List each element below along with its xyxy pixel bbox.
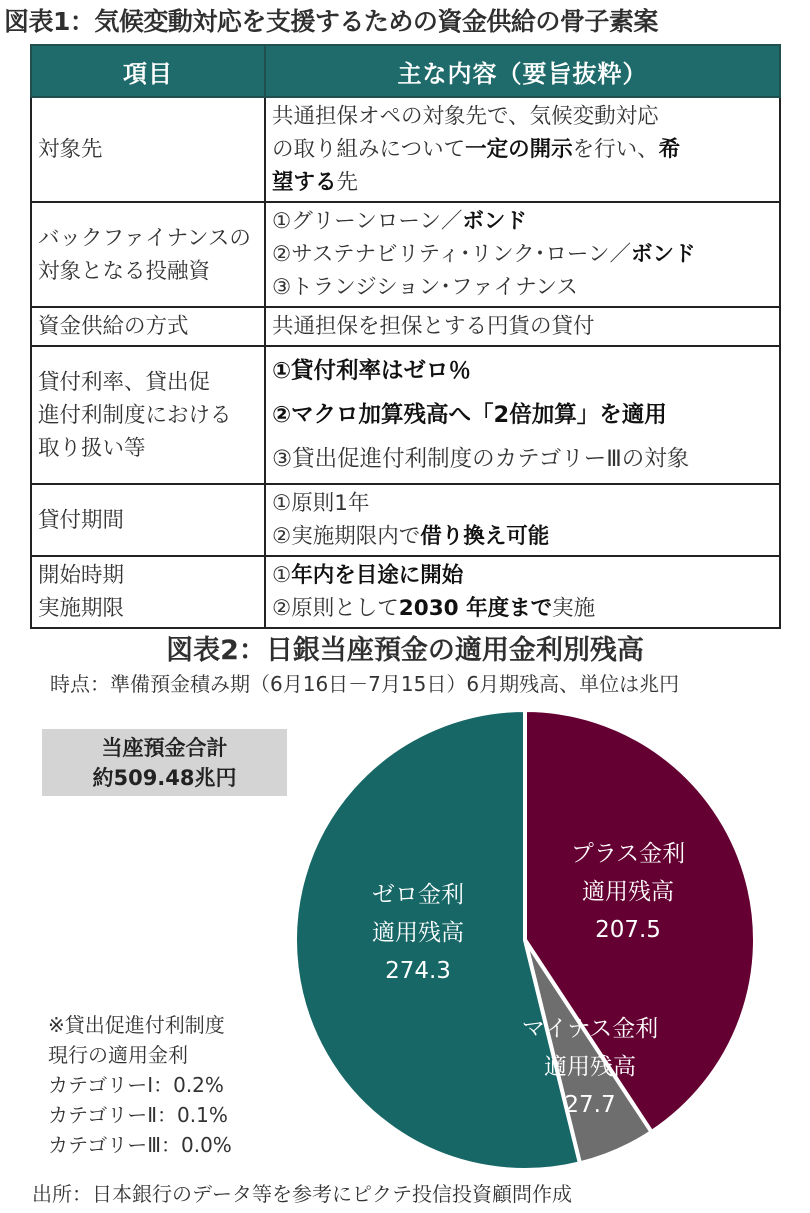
row-content-line — [272, 487, 773, 520]
row-item-cell — [31, 97, 265, 202]
content-text: ①原則1年 — [272, 491, 370, 516]
slice-name: 適用残高 — [544, 1054, 636, 1080]
pie-slice-label — [328, 876, 508, 990]
row-content-line — [272, 559, 773, 592]
content-text: ① — [272, 563, 292, 588]
row-item-cell — [31, 202, 265, 307]
row-item-label: 貸付期間 — [38, 507, 125, 533]
row-item-label: 対象先 — [38, 137, 103, 162]
row-item-label: 進付利制度における — [38, 402, 232, 428]
content-text: 共通担保オペの対象先で、気候変動対応 — [272, 104, 659, 129]
header-item: 項目 — [31, 45, 265, 97]
rate-note — [48, 1010, 232, 1160]
row-content-line — [272, 100, 773, 133]
proposal-table — [30, 44, 781, 629]
row-item-label: 取り扱い等 — [38, 435, 146, 461]
emphasis-text: 望する — [272, 170, 337, 195]
row-item-cell — [31, 556, 265, 628]
total-deposits-box — [42, 729, 287, 796]
emphasis-text: ②マクロ加算残高へ「2倍加算」を適用 — [272, 402, 667, 428]
content-text: ①グリーンローン／ — [272, 209, 463, 234]
total-box-line1: 当座預金合計 — [101, 736, 228, 760]
note-line: カテゴリーⅠ：0.2% — [48, 1073, 224, 1097]
slice-value: 27.7 — [564, 1092, 616, 1118]
slice-value: 207.5 — [595, 917, 661, 943]
table-row — [31, 556, 780, 628]
row-content-line — [272, 133, 773, 166]
row-content-line — [272, 437, 773, 481]
slice-name: 適用残高 — [582, 879, 674, 905]
content-text: 先 — [336, 170, 359, 195]
slice-name: 適用残高 — [372, 920, 464, 946]
emphasis-text: 希 — [658, 137, 681, 162]
row-content-line — [272, 205, 773, 238]
row-content-line — [272, 238, 773, 271]
row-item-cell — [31, 307, 265, 346]
row-content-line — [272, 271, 773, 304]
figure2-title: 図表2：日銀当座預金の適用金利別残高 — [166, 635, 644, 666]
note-line: カテゴリーⅡ：0.1% — [48, 1103, 228, 1127]
emphasis-text: 年内を目途に開始 — [291, 563, 464, 588]
row-item-cell — [31, 484, 265, 556]
row-item-cell — [31, 346, 265, 484]
slice-name: プラス金利 — [570, 841, 686, 867]
emphasis-text: ①貸付利率はゼロ％ — [272, 358, 472, 384]
row-content-line — [272, 592, 773, 625]
table-body — [31, 97, 780, 628]
table-row — [31, 484, 780, 556]
pie-slice-label — [500, 1010, 680, 1124]
slice-value: 274.3 — [385, 958, 451, 984]
table-header-row — [31, 45, 780, 97]
content-text: 実施 — [552, 596, 596, 621]
table-row — [31, 97, 780, 202]
row-content-line — [272, 310, 773, 343]
row-item-label: 貸付利率、貸出促 — [38, 369, 211, 395]
table-row — [31, 346, 780, 484]
row-content-cell — [265, 97, 780, 202]
content-text: ②サステナビリティ･リンク･ローン／ — [272, 242, 631, 267]
content-text: ③貸出促進付利制度のカテゴリーⅢの対象 — [272, 446, 690, 472]
emphasis-text: 2030 年度まで — [398, 596, 553, 621]
row-content-line — [272, 393, 773, 437]
table-row — [31, 202, 780, 307]
figure1-title: 図表1：気候変動対応を支援するための資金供給の骨子素案 — [4, 7, 658, 36]
content-text: 共通担保を担保とする円貨の貸付 — [272, 314, 595, 339]
row-item-label: 実施期限 — [38, 596, 125, 621]
table-row — [31, 307, 780, 346]
emphasis-text: ボンド — [630, 242, 696, 267]
row-content-cell — [265, 556, 780, 628]
content-text: ②原則として — [272, 596, 399, 621]
row-content-cell — [265, 346, 780, 484]
row-item-label: 対象となる投融資 — [38, 258, 211, 284]
total-box-line2: 約509.48兆円 — [92, 766, 237, 790]
row-item-label: 開始時期 — [38, 563, 125, 588]
figure2-subtitle: 時点：準備預金積み期（6月16日－7月15日）6月期残高、単位は兆円 — [50, 672, 680, 696]
row-content-line — [272, 520, 773, 553]
row-content-line — [272, 166, 773, 199]
note-line: ※貸出促進付利制度 — [48, 1013, 225, 1037]
row-content-cell — [265, 484, 780, 556]
row-content-cell — [265, 307, 780, 346]
content-text: ②実施期限内で — [272, 524, 421, 549]
content-text: ③トランジション･ファイナンス — [272, 275, 578, 300]
note-line: カテゴリーⅢ：0.0% — [48, 1133, 232, 1157]
emphasis-text: 一定の開示 — [465, 137, 573, 162]
row-item-label: バックファイナンスの — [38, 225, 251, 251]
header-content: 主な内容（要旨抜粋） — [265, 45, 780, 97]
content-text: を行い、 — [572, 137, 659, 162]
emphasis-text: ボンド — [462, 209, 527, 234]
row-content-cell — [265, 202, 780, 307]
pie-slice-label — [538, 835, 718, 949]
emphasis-text: 借り換え可能 — [420, 524, 550, 549]
slice-name: ゼロ金利 — [372, 882, 464, 908]
source-note: 出所：日本銀行のデータ等を参考にピクテ投信投資顧問作成 — [32, 1182, 572, 1206]
note-line: 現行の適用金利 — [48, 1043, 188, 1067]
content-text: の取り組みについて — [272, 137, 466, 162]
row-item-label: 資金供給の方式 — [38, 314, 189, 339]
row-content-line — [272, 349, 773, 393]
slice-name: マイナス金利 — [521, 1016, 659, 1042]
